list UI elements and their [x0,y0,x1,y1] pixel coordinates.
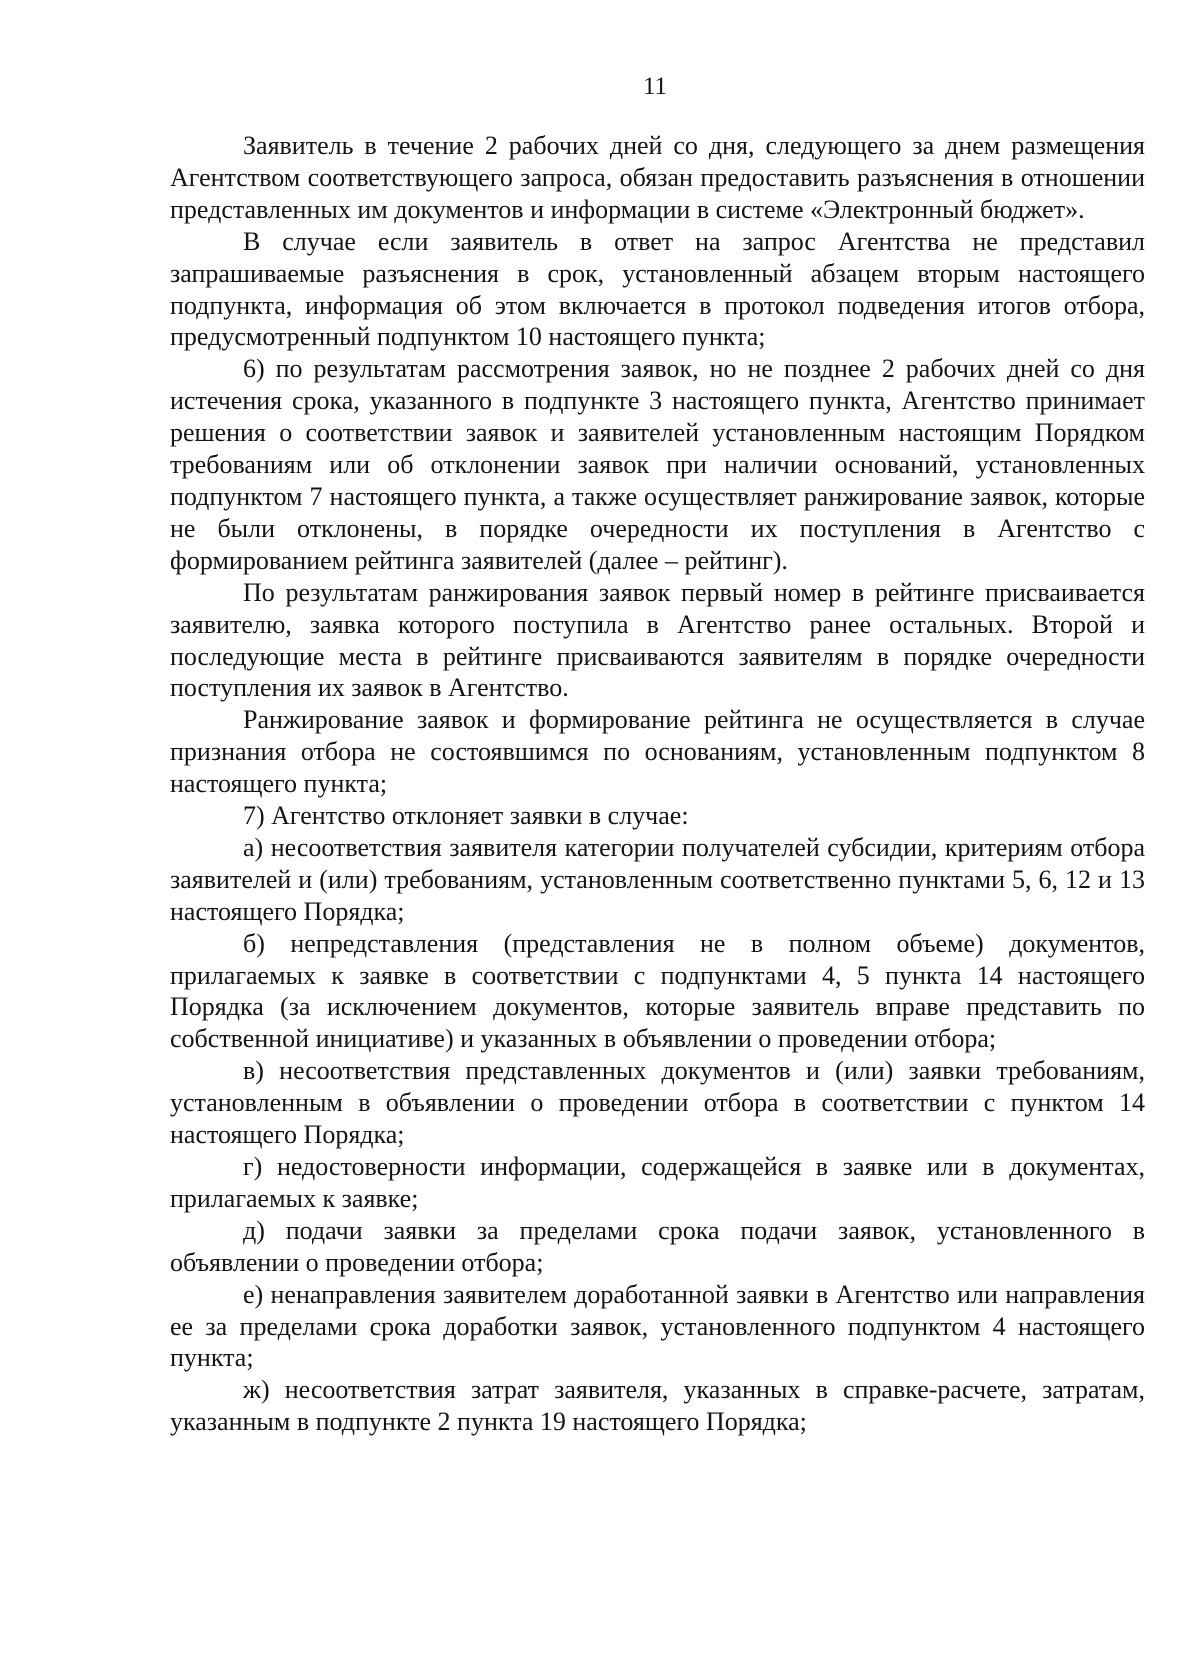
paragraph: а) несоответствия заявителя категории получателей субсидии, критериям отбора заявителей и (или) требованиям, установленным соответственно пунктами 5, 6, 12 и 13 настоящего Порядка; [170,832,1145,926]
paragraph: В случае если заявитель в ответ на запрос Агентства не представил запрашиваемые разъяснения в срок, установленный абзацем вторым настоящего подпункта, информация об этом включается в протокол подведения итогов отбора, предусмотренный подпунктом 10 настоящего пункта; [170,226,1145,352]
paragraph: Ранжирование заявок и формирование рейтинга не осуществляется в случае признания отбора не состоявшимся по основаниям, установленным подпунктом 8 настоящего пункта; [170,705,1145,799]
paragraph: По результатам ранжирования заявок первый номер в рейтинге присваивается заявителю, заявка которого поступила в Агентство ранее остальных. Второй и последующие места в рейтинге присваиваются заявителям в порядке очередности поступления их заявок в Агентство. [170,577,1145,703]
document-body [170,130,1145,1438]
page-number: 11 [642,73,668,100]
paragraph: в) несоответствия представленных документов и (или) заявки требованиям, установленным в объявлении о проведении отбора в соответствии с пунктом 14 настоящего Порядка; [170,1056,1145,1150]
paragraph: д) подачи заявки за пределами срока подачи заявок, установленного в объявлении о проведении отбора; [170,1215,1145,1277]
paragraph: 6) по результатам рассмотрения заявок, но не позднее 2 рабочих дней со дня истечения срока, указанного в подпункте 3 настоящего пункта, Агентство принимает решения о соответствии заявок и заявителей установленным настоящим Порядком требованиям или об отклонении заявок при наличии оснований, установленных подпунктом 7 настоящего пункта, а также осуществляет ранжирование заявок, которые не были отклонены, в порядке очередности их поступления в Агентство с формированием рейтинга заявителей (далее – рейтинг). [170,354,1145,575]
paragraph: ж) несоответствия затрат заявителя, указанных в справке-расчете, затратам, указанным в подпункте 2 пункта 19 настоящего Порядка; [170,1375,1145,1437]
paragraph: г) недостоверности информации, содержащейся в заявке или в документах, прилагаемых к заявке; [170,1152,1145,1213]
paragraph: б) непредставления (представления не в полном объеме) документов, прилагаемых к заявке в соответствии с подпунктами 4, 5 пункта 14 настоящего Порядка (за исключением документов, которые заявитель вправе представить по собственной инициативе) и указанных в объявлении о проведении отбора; [170,928,1145,1054]
paragraph: 7) Агентство отклоняет заявки в случае: [243,801,689,831]
paragraph: е) ненаправления заявителем доработанной заявки в Агентство или направления ее за пределами срока доработки заявок, установленного подпунктом 4 настоящего пункта; [170,1279,1145,1373]
paragraph: Заявитель в течение 2 рабочих дней со дня, следующего за днем размещения Агентством соответствующего запроса, обязан предоставить разъяснения в отношении представленных им документов и информации в системе «Электронный бюджет». [170,131,1145,224]
